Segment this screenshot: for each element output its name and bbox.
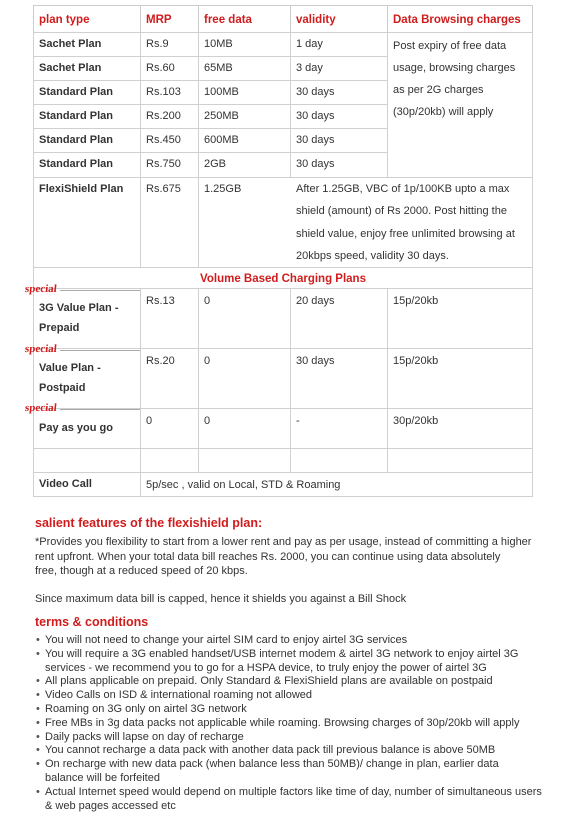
list-item: • You cannot recharge a data pack with another data pack till previous balance is above 50MB (35, 744, 545, 758)
header-validity: validity (290, 5, 387, 33)
terms-title: terms & conditions (35, 615, 149, 629)
plan-mrp: Rs.20 (146, 355, 175, 367)
plan-validity: 30 days (296, 86, 335, 98)
plan-mrp: Rs.675 (146, 183, 181, 195)
plan-charges: 15p/20kb (393, 355, 439, 367)
header-plan-type: plan type (33, 5, 140, 33)
salient-features-title: salient features of the flexishield plan: (35, 516, 263, 530)
plan-mrp: Rs.103 (146, 86, 181, 98)
plan-data: 0 (204, 295, 211, 307)
salient-paragraph: *Provides you flexibility to start from a lower rent and pay as per usage, instead of committing a higher rent upfront. When your total data bill reaches Rs. 2000, you can continue using data absolutely free, though at a reduced speed of 20 kbps. (35, 536, 532, 578)
flexishield-charges: After 1.25GB, VBC of 1p/100KB upto a max shield (amount) of Rs 2000. Post hitting the shield value, enjoy free unlimited browsing at 20kbps speed, validity 30 days. (296, 183, 515, 262)
special-underline (60, 350, 140, 351)
list-item: • You will require a 3G enabled handset/USB internet modem & airtel 3G network to enjoy airtel 3G services - we recommend you to go for a HSPA device, to truly enjoy the power of airtel 3G (35, 648, 545, 676)
plan-charges: 15p/20kb (393, 295, 439, 307)
header-free-data: free data (198, 5, 290, 33)
plan-validity: 3 day (296, 62, 323, 74)
plan-validity: 30 days (296, 355, 335, 367)
special-label: special (24, 283, 58, 295)
plan-validity: 30 days (296, 158, 335, 170)
plan-name: Standard Plan (39, 86, 113, 98)
list-item: • On recharge with new data pack (when balance less than 50MB)/ change in plan, earlier data balance will be forfeited (35, 758, 545, 786)
special-underline (60, 290, 140, 291)
plan-data: 0 (204, 355, 211, 367)
plan-validity: 20 days (296, 295, 335, 307)
list-item: • You will not need to change your airtel SIM card to enjoy airtel 3G services (35, 634, 545, 648)
salient-bill-shock-note: Since maximum data bill is capped, hence it shields you against a Bill Shock (35, 593, 407, 605)
vbc-section-title: Volume Based Charging Plans (200, 273, 366, 285)
plan-data: 0 (204, 415, 211, 427)
plan-name: Standard Plan (39, 110, 113, 122)
header-mrp: MRP (140, 5, 198, 33)
plan-data: 2GB (204, 158, 227, 170)
plan-mrp: Rs.200 (146, 110, 181, 122)
plan-mrp: Rs.450 (146, 134, 181, 146)
plan-mrp: Rs.9 (146, 38, 169, 50)
plan-data: 10MB (204, 38, 233, 50)
plan-name: Pay as you go (39, 422, 113, 434)
plan-mrp: Rs.750 (146, 158, 181, 170)
plan-name: FlexiShield Plan (39, 183, 124, 195)
list-item: • All plans applicable on prepaid. Only Standard & FlexiShield plans are available on postpaid (35, 675, 545, 689)
plan-name: 3G Value Plan - Prepaid (39, 302, 119, 334)
header-browsing-charges: Data Browsing charges (387, 5, 533, 33)
terms-list (35, 634, 545, 813)
plan-validity: 30 days (296, 110, 335, 122)
plan-validity: 30 days (296, 134, 335, 146)
plan-validity: - (296, 415, 300, 427)
list-item: • Video Calls on ISD & international roaming not allowed (35, 689, 545, 703)
special-label: special (24, 402, 58, 414)
plan-mrp: 0 (146, 415, 153, 427)
plan-data: 65MB (204, 62, 233, 74)
plan-data: 250MB (204, 110, 239, 122)
plan-name: Value Plan - Postpaid (39, 362, 101, 394)
special-underline (60, 409, 140, 410)
list-item: • Roaming on 3G only on airtel 3G network (35, 703, 545, 717)
plan-charges: 30p/20kb (393, 415, 439, 427)
plan-mrp: Rs.60 (146, 62, 175, 74)
plan-name: Sachet Plan (39, 38, 102, 50)
plan-name: Standard Plan (39, 158, 113, 170)
plan-name: Standard Plan (39, 134, 113, 146)
plan-validity: 1 day (296, 38, 323, 50)
plan-data: 600MB (204, 134, 239, 146)
video-call-details: 5p/sec , valid on Local, STD & Roaming (146, 479, 341, 491)
standard-browsing-charges: Post expiry of free data usage, browsing charges as per 2G charges (30p/20kb) will apply (393, 40, 516, 118)
plan-name: Video Call (39, 478, 92, 490)
list-item: • Daily packs will lapse on day of recharge (35, 731, 545, 745)
plan-data: 1.25GB (204, 183, 242, 195)
plan-name: Sachet Plan (39, 62, 102, 74)
plan-mrp: Rs.13 (146, 295, 175, 307)
list-item: • Actual Internet speed would depend on multiple factors like time of day, number of simultaneous users & web pages accessed etc (35, 786, 545, 814)
special-label: special (24, 343, 58, 355)
list-item: • Free MBs in 3g data packs not applicable while roaming. Browsing charges of 30p/20kb will apply (35, 717, 545, 731)
plan-data: 100MB (204, 86, 239, 98)
